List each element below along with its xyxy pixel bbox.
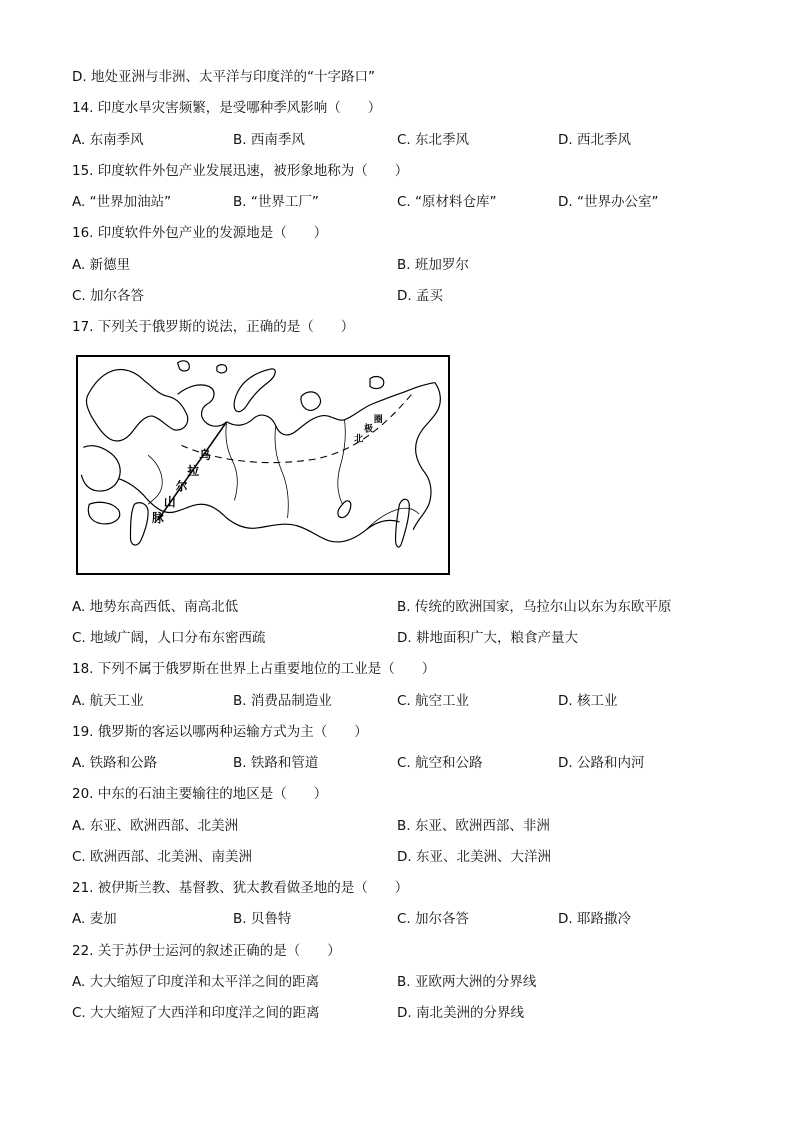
scandinavia-outline [86,369,187,441]
arctic-circle-line [182,392,414,462]
q19-option-c[interactable]: C. 航空和公路 [397,755,483,771]
river-amur [366,508,419,530]
ural-label-5: 脉 [152,510,164,525]
q21-option-a[interactable]: A. 麦加 [72,911,117,927]
q17-option-a[interactable]: A. 地势东高西低、南高北低 [72,599,239,615]
q14-option-d[interactable]: D. 西北季风 [558,132,631,148]
ural-label-2: 拉 [187,463,200,478]
q18-option-b[interactable]: B. 消费品制造业 [233,693,332,709]
q20-stem: 20. 中东的石油主要输往的地区是（ ） [72,786,328,802]
sakhalin [396,499,410,547]
q22-option-a[interactable]: A. 大大缩短了印度洋和太平洋之间的距离 [72,974,320,990]
baltic-coast [81,446,120,491]
russia-map [76,355,450,575]
arctic-label-3: 圈 [373,414,383,425]
q17-option-b[interactable]: B. 传统的欧洲国家，乌拉尔山以东为东欧平原 [397,599,672,615]
q19-option-b[interactable]: B. 铁路和管道 [233,755,319,771]
new-siberian-islands [370,377,384,389]
q14-option-b[interactable]: B. 西南季风 [233,132,305,148]
russia-map-svg [78,357,448,573]
q21-option-b[interactable]: B. 贝鲁特 [233,911,292,927]
q18-option-c[interactable]: C. 航空工业 [397,693,470,709]
severnaya-zemlya [301,392,321,411]
franz-josef-land [217,365,227,373]
q22-option-d[interactable]: D. 南北美洲的分界线 [397,1005,524,1021]
arctic-label-1: 北 [354,434,364,445]
q20-option-c[interactable]: C. 欧洲西部、北美洲、南美洲 [72,849,253,865]
q17-option-d[interactable]: D. 耕地面积广大，粮食产量大 [397,630,578,646]
q20-option-d[interactable]: D. 东亚、北美洲、大洋洲 [397,849,551,865]
q19-stem: 19. 俄罗斯的客运以哪两种运输方式为主（ ） [72,724,368,740]
q21-stem: 21. 被伊斯兰教、基督教、犹太教看做圣地的是（ ） [72,880,409,896]
ural-label-3: 尔 [175,479,188,494]
q21-option-c[interactable]: C. 加尔各答 [397,911,470,927]
ural-label-4: 山 [163,495,176,510]
lake-baikal [338,501,351,518]
q18-option-d[interactable]: D. 核工业 [558,693,618,709]
river-yenisei [275,426,288,518]
river-ob [226,422,237,501]
q13-option-d[interactable]: D. 地处亚洲与非洲、太平洋与印度洋的“十字路口” [72,69,375,85]
q15-stem: 15. 印度软件外包产业发展迅速，被形象地称为（ ） [72,163,409,179]
arctic-coast [227,383,435,435]
q16-option-c[interactable]: C. 加尔各答 [72,288,145,304]
q18-option-a[interactable]: A. 航天工业 [72,693,144,709]
q15-option-c[interactable]: C. “原材料仓库” [397,194,497,210]
q19-option-d[interactable]: D. 公路和内河 [558,755,645,771]
q17-option-c[interactable]: C. 地域广阔，人口分布东密西疏 [72,630,266,646]
svalbard [178,361,190,371]
q18-stem: 18. 下列不属于俄罗斯在世界上占重要地位的工业是（ ） [72,661,436,677]
black-sea [88,502,119,524]
kola-coast [178,385,227,426]
q21-option-d[interactable]: D. 耶路撒冷 [558,911,631,927]
q22-option-b[interactable]: B. 亚欧两大洲的分界线 [397,974,537,990]
q19-option-a[interactable]: A. 铁路和公路 [72,755,158,771]
q14-option-a[interactable]: A. 东南季风 [72,132,144,148]
q20-option-a[interactable]: A. 东亚、欧洲西部、北美洲 [72,818,239,834]
river-lena [338,420,345,504]
ural-label-1: 乌 [199,448,211,463]
q22-option-c[interactable]: C. 大大缩短了大西洋和印度洋之间的距离 [72,1005,320,1021]
caspian-sea [130,503,148,545]
river-volga [148,455,162,504]
novaya-zemlya [234,369,275,412]
east-coast [413,383,440,530]
q15-option-d[interactable]: D. “世界办公室” [558,194,659,210]
q14-stem: 14. 印度水旱灾害频繁，是受哪种季风影响（ ） [72,100,382,116]
q20-option-b[interactable]: B. 东亚、欧洲西部、非洲 [397,818,550,834]
q16-option-d[interactable]: D. 孟买 [397,288,443,304]
q16-option-a[interactable]: A. 新德里 [72,257,131,273]
q17-stem: 17. 下列关于俄罗斯的说法，正确的是（ ） [72,319,355,335]
q16-option-b[interactable]: B. 班加罗尔 [397,257,469,273]
arctic-label-2: 极 [364,424,373,435]
q16-stem: 16. 印度软件外包产业的发源地是（ ） [72,225,328,241]
q15-option-b[interactable]: B. “世界工厂” [233,194,319,210]
q15-option-a[interactable]: A. “世界加油站” [72,194,172,210]
q22-stem: 22. 关于苏伊士运河的叙述正确的是（ ） [72,943,341,959]
q14-option-c[interactable]: C. 东北季风 [397,132,470,148]
